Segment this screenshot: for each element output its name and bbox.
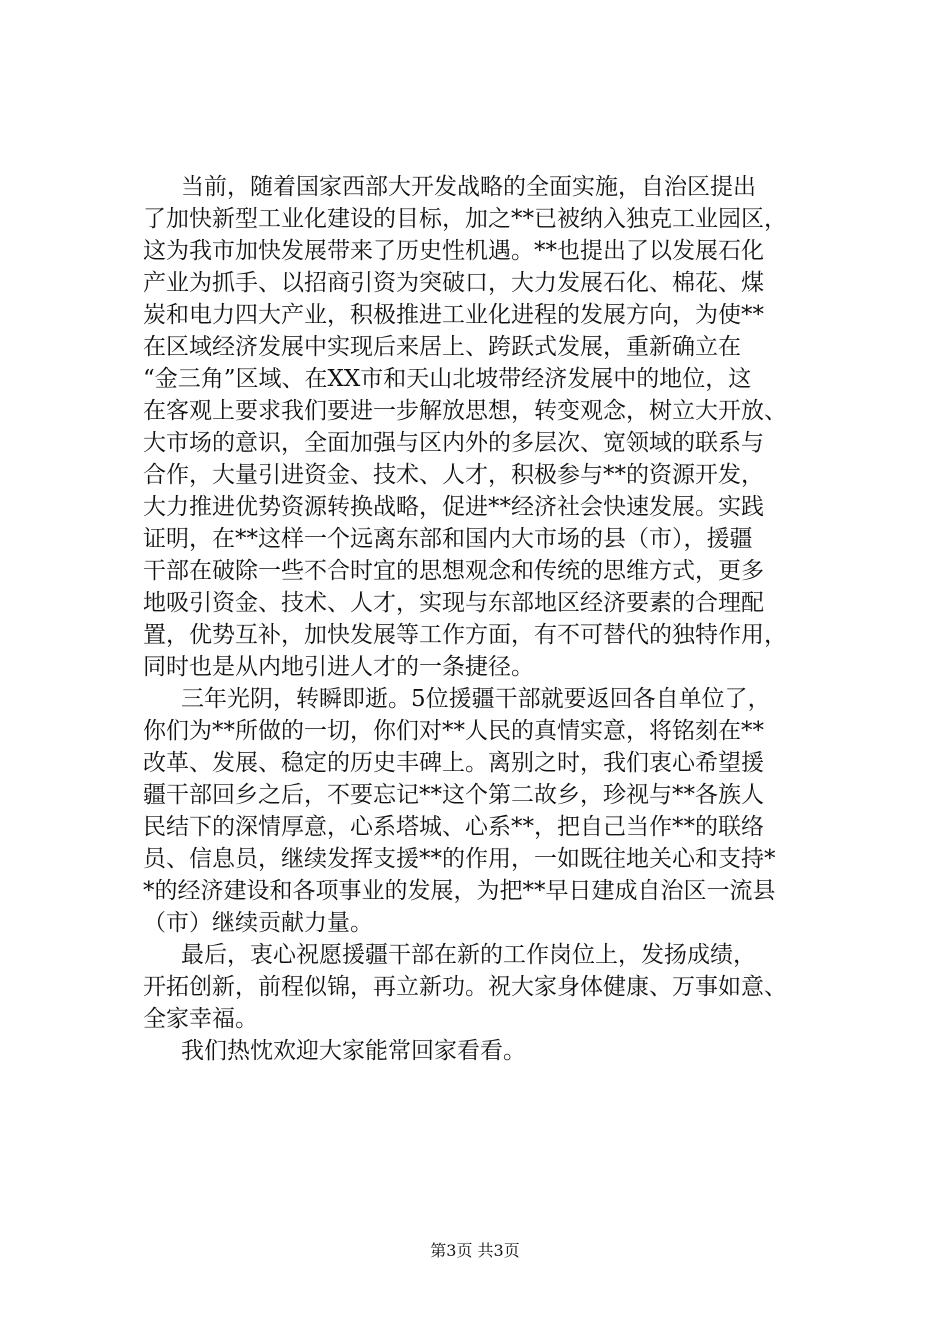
document-body: [143, 171, 853, 1067]
page-footer: 第3页 共3页: [430, 1241, 520, 1260]
text-line: 当前，随着国家西部大开发战略的全面实施，自治区提出: [181, 174, 756, 200]
text-line: 置，优势互补，加快发展等工作方面，有不可替代的独特作用，: [143, 622, 787, 648]
paragraph: [143, 683, 853, 939]
text-line: 合作，大量引进资金、技术、人才，积极参与**的资源开发，: [143, 462, 764, 488]
text-line: 了加快新型工业化建设的目标，加之**已被纳入独克工业园区，: [143, 206, 787, 232]
text-line: 开拓创新，前程似锦，再立新功。祝大家身体健康、万事如意、: [143, 974, 787, 1000]
text-line: （市）继续贡献力量。: [143, 910, 373, 936]
paragraph: [143, 171, 853, 683]
text-line: 产业为抓手、以招商引资为突破口，大力发展石化、棉花、煤: [143, 270, 764, 296]
text-line: 大市场的意识，全面加强与区内外的多层次、宽领域的联系与: [143, 430, 764, 456]
text-line: 干部在破除一些不合时宜的思想观念和传统的思维方式，更多: [143, 558, 764, 584]
text-line: 最后，衷心祝愿援疆干部在新的工作岗位上，发扬成绩，: [181, 942, 756, 968]
text-line: 在区域经济发展中实现后来居上、跨跃式发展，重新确立在: [143, 334, 741, 360]
text-line: *的经济建设和各项事业的发展，为把**早日建成自治区一流县: [143, 878, 776, 904]
text-line: 全家幸福。: [143, 1006, 258, 1032]
text-line: 疆干部回乡之后，不要忘记**这个第二故乡，珍视与**各族人: [143, 782, 764, 808]
text-line: 地吸引资金、技术、人才，实现与东部地区经济要素的合理配: [143, 590, 764, 616]
text-line: 这为我市加快发展带来了历史性机遇。**也提出了以发展石化: [143, 238, 764, 264]
text-line: 大力推进优势资源转换战略，促进**经济社会快速发展。实践: [143, 494, 764, 520]
paragraph: [143, 1035, 853, 1067]
text-line: 证明，在**这样一个远离东部和国内大市场的县（市），援疆: [143, 526, 753, 552]
text-line: 同时也是从内地引进人才的一条捷径。: [143, 654, 534, 680]
text-line: 你们为**所做的一切，你们对**人民的真情实意，将铭刻在**: [143, 718, 764, 744]
text-line: 炭和电力四大产业，积极推进工业化进程的发展方向，为使**: [143, 302, 764, 328]
text-line: 在客观上要求我们要进一步解放思想，转变观念，树立大开放、: [143, 398, 787, 424]
paragraph: [143, 939, 853, 1035]
text-line: 三年光阴，转瞬即逝。5位援疆干部就要返回各自单位了，: [181, 686, 771, 712]
text-line: 改革、发展、稳定的历史丰碑上。离别之时，我们衷心希望援: [143, 750, 764, 776]
text-line: 员、信息员，继续发挥支援**的作用，一如既往地关心和支持*: [143, 846, 776, 872]
text-line: “金三角”区域、在XX市和天山北坡带经济发展中的地位，这: [143, 366, 752, 392]
text-line: 我们热忱欢迎大家能常回家看看。: [181, 1038, 526, 1064]
text-line: 民结下的深情厚意，心系塔城、心系**，把自己当作**的联络: [143, 814, 764, 840]
